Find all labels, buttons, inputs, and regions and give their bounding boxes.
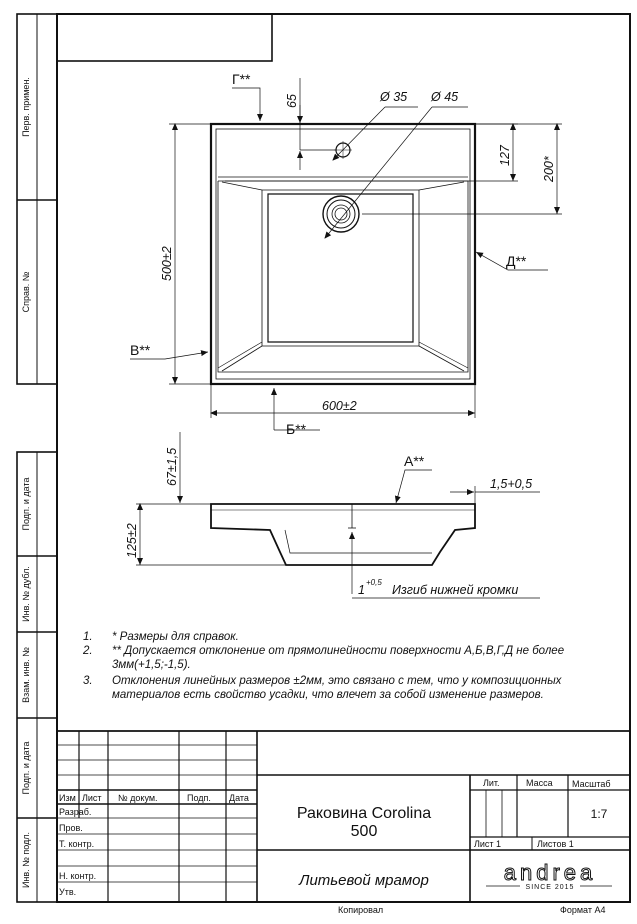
lit-label: Лит. [483, 778, 500, 788]
dim-127: 127 [498, 145, 512, 166]
label-a: А** [404, 453, 425, 469]
dim-dia45: Ø 45 [431, 90, 459, 104]
brand-since: SINCE 2015 [525, 884, 575, 891]
title-line-2: 500 [350, 823, 378, 840]
material: Литьевой мрамор [299, 872, 429, 889]
sheets-label: Листов 1 [537, 839, 574, 849]
dim-200: 200* [542, 156, 556, 182]
role-t-kontr: Т. контр. [59, 839, 95, 849]
brand-name: andrea [503, 860, 597, 885]
note-3-line-1: Отклонения линейных размеров ±2мм, это связано с тем, что у композиционных [112, 675, 562, 687]
role-utv: Утв. [59, 887, 77, 897]
sheet-label: Лист 1 [474, 839, 502, 849]
bend-sup: +0,5 [366, 578, 382, 587]
label-b: Б** [286, 421, 307, 437]
title-line-1: Раковина Corolina [296, 805, 432, 822]
side-label-inv-podl: Инв. № подл. [21, 831, 31, 889]
col-header-dokum: № докум. [118, 793, 158, 803]
top-view-dim-text [130, 71, 556, 437]
sink-side-view [211, 504, 475, 565]
side-labels [21, 77, 31, 888]
dim-1-5: 1,5+0,5 [490, 477, 533, 491]
note-2-num: 2. [83, 645, 93, 657]
side-label-perv: Перв. примен. [21, 77, 31, 137]
dim-67: 67±1,5 [165, 447, 179, 486]
dim-600: 600±2 [322, 399, 357, 413]
side-label-podp1: Подп. и дата [21, 477, 31, 531]
dim-dia35: Ø 35 [380, 90, 408, 104]
col-header-izm: Изм [59, 793, 76, 803]
title-block-text [59, 778, 612, 915]
scale-value: 1:7 [590, 807, 608, 821]
sheet-frame [17, 14, 630, 902]
label-d: Д** [506, 253, 527, 269]
role-n-kontr: Н. контр. [59, 871, 97, 881]
note-2-line-2: 3мм(+1,5;-1,5). [112, 659, 191, 671]
col-header-data: Дата [229, 793, 249, 803]
notes [82, 631, 564, 701]
top-view-dimensions [130, 78, 562, 430]
side-label-sprav: Справ. № [21, 271, 31, 313]
copied-label: Копировал [338, 905, 384, 915]
side-label-inv-dubl: Инв. № дубл. [21, 566, 31, 622]
label-g: Г** [232, 71, 251, 87]
side-view-dimensions [136, 432, 540, 598]
brand-logo [486, 860, 612, 891]
side-label-podp2: Подп. и дата [21, 741, 31, 795]
bend-num: 1 [358, 583, 365, 597]
sink-top-view [211, 124, 475, 384]
note-3-line-2: материалов есть свойство усадки, что влечет за собой изменение размеров. [112, 689, 544, 701]
dim-65: 65 [285, 94, 299, 108]
note-3-num: 3. [83, 675, 93, 687]
col-header-podp: Подп. [187, 793, 211, 803]
role-razrab: Разраб. [59, 807, 92, 817]
note-1-num: 1. [83, 631, 93, 643]
col-header-list: Лист [82, 793, 102, 803]
scale-label: Масштаб [572, 779, 611, 789]
label-v: В** [130, 342, 151, 358]
mass-label: Масса [526, 778, 553, 788]
format-label: Формат А4 [560, 905, 606, 915]
dim-500: 500±2 [160, 246, 174, 281]
dim-125: 125±2 [125, 523, 139, 558]
side-view-dim-text [125, 448, 532, 597]
note-1-line-1: * Размеры для справок. [112, 631, 239, 643]
note-2-line-1: ** Допускается отклонение от прямолинейности поверхности А,Б,В,Г,Д не более [112, 645, 565, 657]
side-label-vzam: Взам. инв. № [21, 647, 31, 703]
bend-text: Изгиб нижней кромки [392, 583, 519, 597]
role-prov: Пров. [59, 823, 83, 833]
